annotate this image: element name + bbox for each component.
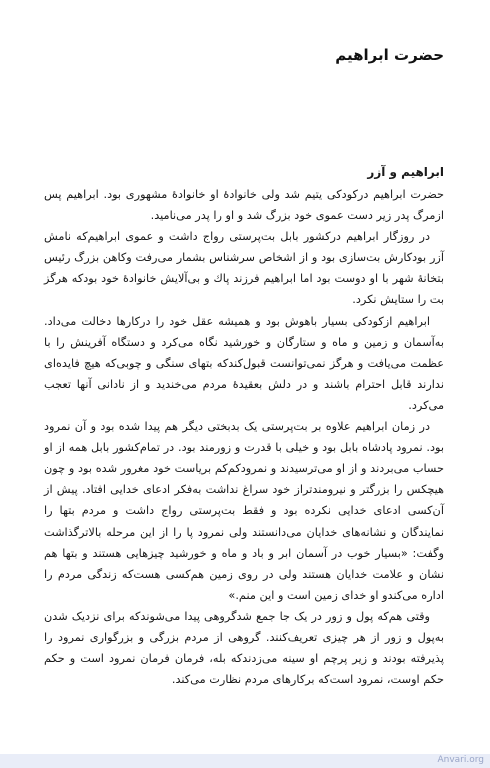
paragraph-3: ابراهیم ازکودکی بسیار باهوش بود و همیشه عقل خود را درکارها دخالت می‌داد. به‌آسمان و زمین و ماه و ستارگان و خورشید نگاه می‌کرد و دستگاه آفرینش را با عظمت می‌یافت و هرگز نمی‌توانست قبول‌کندکه بتهای سنگی و چوبی‌که هیچ فایده‌ای ندارند قابل احترام باشند و در دلش بعقیدهٔ مردم می‌خندید و از نادانی‌ آنها تعجب می‌کرد. xyxy=(44,314,444,412)
watermark: Anvari.org xyxy=(437,755,484,765)
section-title: ابراهیم و آزر xyxy=(367,165,444,179)
chapter-title: حضرت ابراهیم xyxy=(335,46,444,64)
paragraph-5: وقتی هم‌که پول و زور در یک جا جمع شدگروهی پیدا می‌شوند‌که برای نزدیک شدن به‌پول و زور از هر چیزی تعریف‌کنند. گروهی از مردم بزرگی و بزرگواری نمرود را پذیرفته بودند و زیر پرچم او سینه می‌زدند‌که بله، فرمان فرمان نمرود است و حکم حکم اوست، نمرود است‌که برکارهای مردم نظارت می‌کند. xyxy=(44,609,444,687)
bottom-strip xyxy=(0,754,490,768)
paragraph-1: حضرت ابراهیم درکودکی یتیم شد ولی خانوادهٔ او خانوادهٔ مشهوری بود. ابراهیم پس ازمرگ پدر زیر دست عموی خود بزرگ شد و او را پدر می‌نامید. xyxy=(44,188,444,223)
page-body xyxy=(44,162,444,690)
paragraph-2: در روزگار ابراهیم درکشور بابل بت‌پرستی رواج داشت و عموی ابراهیم‌که نامش آزر بودکارش بت‌سازی بود و از اشخاص سرشناس بشمار می‌رفت وکاهن بزرگ رئیس بتخانهٔ شهر با او دوست بود اما ابراهیم فرزند پاك و بی‌آلایش خانوادهٔ خود بودکه هرگز بت را ستایش نکرد. xyxy=(44,230,444,307)
paragraph-4: در زمان ابراهیم علاوه بر بت‌پرستی یک بدبختی دیگر هم پیدا شده بود و آن نمرود بود. نمرود پادشاه بابل بود و خیلی با قدرت و زورمند بود. در تمام‌کشور بابل همه از او حساب می‌بردند و از او می‌ترسیدند و نمرودکم‌کم بریاست خود مغرور شده بود و چون هیچکس را بزرگتر و نیرومندتراز خود سراغ نداشت به‌فکر ادعای خدایی افتاد. پیش از آن‌کسی ادعای خدایی نکرده بود و فقط بت‌پرستی رواج داشت و مردم بتها را نمایندگان و نشانه‌های خدایان می‌دانستند ولی نمرود پا را از این مرحله بالاترگذاشت وگفت: «بسیار خوب در آسمان ابر و باد و ماه و خورشید چیزهایی هستند و بتها هم نشان و علامت خدایان هستند ولی در روی زمین هم‌کسی هست‌که زندگی مردم را اداره می‌کندو او خدای زمین است و این منم.» xyxy=(44,420,444,602)
